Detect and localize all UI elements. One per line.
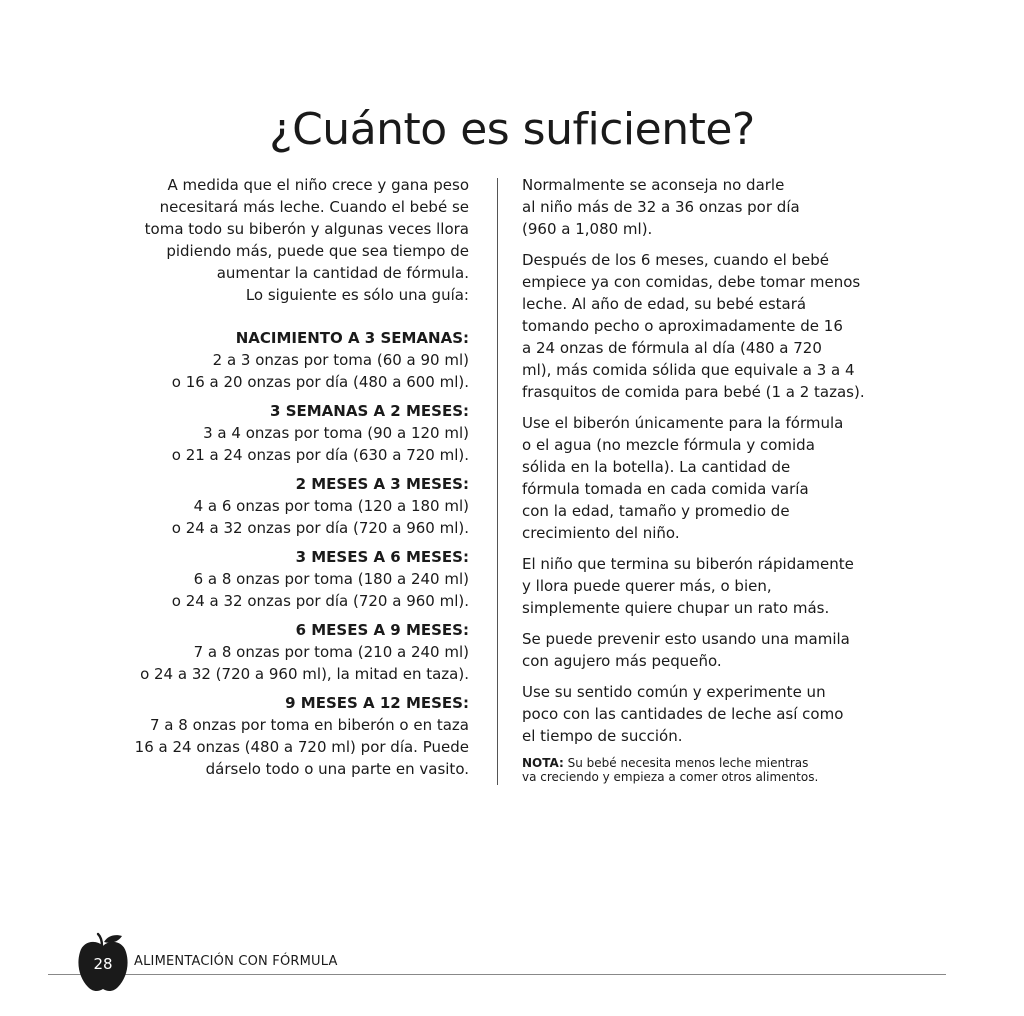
intro-line: toma todo su biberón y algunas veces llora (144, 220, 469, 238)
stage-line: 3 a 4 onzas por toma (90 a 120 ml) (203, 424, 469, 442)
intro-line: A medida que el niño crece y gana peso (167, 176, 469, 194)
stage-line: o 21 a 24 onzas por día (630 a 720 ml). (171, 446, 469, 464)
stage-heading: 2 MESES A 3 MESES: (295, 475, 469, 493)
stage-heading: NACIMIENTO A 3 SEMANAS: (235, 329, 469, 347)
paragraph-line: simplemente quiere chupar un rato más. (522, 599, 830, 617)
body-paragraph (522, 628, 892, 672)
note-label: NOTA: (522, 756, 564, 770)
paragraph-line: (960 a 1,080 ml). (522, 220, 653, 238)
apple-icon (74, 932, 132, 994)
footer-rule (48, 974, 946, 975)
paragraph-line: crecimiento del niño. (522, 524, 680, 542)
body-paragraph (522, 249, 892, 403)
paragraph-line: frasquitos de comida para bebé (1 a 2 tazas). (522, 383, 865, 401)
paragraph-line: el tiempo de succión. (522, 727, 683, 745)
stage-heading: 6 MESES A 9 MESES: (295, 621, 469, 639)
stage-line: 7 a 8 onzas por toma en biberón o en taza (150, 716, 469, 734)
paragraph-line: y llora puede querer más, o bien, (522, 577, 772, 595)
left-column (100, 174, 469, 787)
stage-line: o 16 a 20 onzas por día (480 a 600 ml). (171, 373, 469, 391)
intro-line: Lo siguiente es sólo una guía: (245, 286, 469, 304)
body-paragraph (522, 553, 892, 619)
note (522, 756, 862, 784)
paragraph-line: tomando pecho o aproximadamente de 16 (522, 317, 843, 335)
stage-heading: 9 MESES A 12 MESES: (285, 694, 469, 712)
paragraph-line: Normalmente se aconseja no darle (522, 176, 785, 194)
paragraph-line: a 24 onzas de fórmula al día (480 a 720 (522, 339, 822, 357)
stage-line: 6 a 8 onzas por toma (180 a 240 ml) (193, 570, 469, 588)
paragraph-line: sólida en la botella). La cantidad de (522, 458, 791, 476)
stage-line: 4 a 6 onzas por toma (120 a 180 ml) (193, 497, 469, 515)
stage-line: o 24 a 32 onzas por día (720 a 960 ml). (171, 592, 469, 610)
page-number: 28 (93, 955, 113, 973)
body-paragraph (522, 174, 892, 240)
column-divider (497, 178, 498, 785)
paragraph-line: Use el biberón únicamente para la fórmula (522, 414, 844, 432)
paragraph-line: o el agua (no mezcle fórmula y comida (522, 436, 815, 454)
feeding-stage (100, 619, 469, 685)
paragraph-line: fórmula tomada en cada comida varía (522, 480, 809, 498)
paragraph-line: Después de los 6 meses, cuando el bebé (522, 251, 830, 269)
section-label: ALIMENTACIÓN CON FÓRMULA (134, 954, 338, 969)
intro-line: necesitará más leche. Cuando el bebé se (159, 198, 469, 216)
stage-line: o 24 a 32 (720 a 960 ml), la mitad en taza). (140, 665, 469, 683)
right-column (522, 174, 892, 793)
page-title: ¿Cuánto es suficiente? (269, 104, 755, 155)
note-line: va creciendo y empieza a comer otros alimentos. (522, 770, 819, 784)
paragraph-line: El niño que termina su biberón rápidamente (522, 555, 854, 573)
stage-heading: 3 MESES A 6 MESES: (295, 548, 469, 566)
stage-line: o 24 a 32 onzas por día (720 a 960 ml). (171, 519, 469, 537)
body-paragraph (522, 412, 892, 544)
paragraph-line: al niño más de 32 a 36 onzas por día (522, 198, 800, 216)
feeding-stage (100, 692, 469, 780)
paragraph-line: ml), más comida sólida que equivale a 3 a 4 (522, 361, 855, 379)
stage-line: 16 a 24 onzas (480 a 720 ml) por día. Puede (134, 738, 469, 756)
feeding-stage (100, 473, 469, 539)
paragraph-line: con la edad, tamaño y promedio de (522, 502, 790, 520)
paragraph-line: Se puede prevenir esto usando una mamila (522, 630, 850, 648)
feeding-stage (100, 546, 469, 612)
body-paragraph (522, 681, 892, 747)
paragraph-line: empiece ya con comidas, debe tomar menos (522, 273, 861, 291)
stage-line: 7 a 8 onzas por toma (210 a 240 ml) (193, 643, 469, 661)
stage-line: 2 a 3 onzas por toma (60 a 90 ml) (212, 351, 469, 369)
intro-line: pidiendo más, puede que sea tiempo de (166, 242, 469, 260)
intro-line: aumentar la cantidad de fórmula. (216, 264, 469, 282)
paragraph-line: poco con las cantidades de leche así como (522, 705, 844, 723)
stage-heading: 3 SEMANAS A 2 MESES: (270, 402, 469, 420)
intro-paragraph (100, 174, 469, 306)
feeding-stage (100, 400, 469, 466)
paragraph-line: con agujero más pequeño. (522, 652, 722, 670)
paragraph-line: Use su sentido común y experimente un (522, 683, 826, 701)
paragraph-line: leche. Al año de edad, su bebé estará (522, 295, 807, 313)
stage-line: dárselo todo o una parte en vasito. (205, 760, 469, 778)
feeding-stage (100, 327, 469, 393)
note-line: Su bebé necesita menos leche mientras (563, 756, 809, 770)
